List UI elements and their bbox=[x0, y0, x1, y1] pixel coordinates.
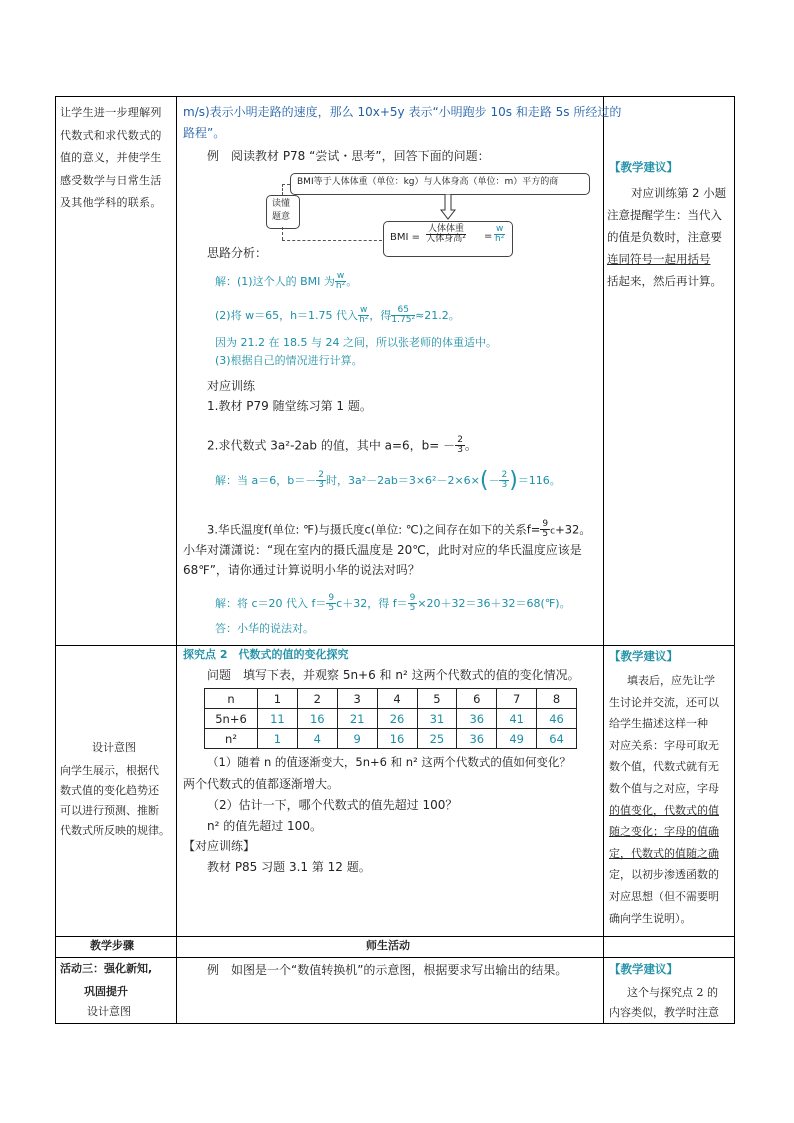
sol1-prefix: 解：(1)这个人的 BMI 为 bbox=[215, 274, 335, 288]
main-line-2: 路程”。 bbox=[183, 126, 226, 140]
practice-3-line-2: 小华对潇潇说：“现在室内的摄氏温度是 20℃，此时对应的华氏温度应该是 bbox=[183, 543, 582, 557]
tip-2-line: 数个值，代数式就有无 bbox=[609, 760, 719, 774]
table-cell: 49 bbox=[497, 729, 537, 749]
diagram-top-text: BMI等于人体体重（单位：kg）与人体身高（单位：m）平方的商 bbox=[297, 177, 559, 187]
ans2-prefix: 解：当 a＝6，b＝－ bbox=[215, 473, 317, 487]
tip-2-body bbox=[609, 670, 733, 929]
tip-3-line: 内容类似，教学时注意 bbox=[609, 1006, 719, 1019]
sol2-frac bbox=[358, 306, 369, 326]
tip-2-line: 的值变化，代数式的值 bbox=[609, 803, 719, 817]
left-intro-line: 代数式和求代数式的 bbox=[60, 128, 162, 142]
ans2-inner: － bbox=[488, 473, 500, 487]
solution-2 bbox=[215, 306, 460, 326]
tip-2-title: 【教学建议】 bbox=[609, 649, 678, 663]
sol2-den: h² bbox=[359, 315, 369, 326]
formula-wh bbox=[494, 225, 505, 245]
tip-3-line: 这个与探究点 2 的 bbox=[627, 986, 718, 999]
left-intro-line: 及其他学科的联系。 bbox=[60, 196, 162, 209]
sol2-num2: 65 bbox=[391, 306, 415, 316]
diagram-dash-top bbox=[282, 184, 290, 185]
activity-title-2: 巩固提升 bbox=[84, 985, 128, 998]
sol2-suffix: ≈21.2。 bbox=[415, 308, 460, 322]
practice-1: 1.教材 P79 随堂练习第 1 题。 bbox=[207, 399, 372, 413]
tip-2-line: 确向学生说明）。 bbox=[609, 911, 692, 925]
row-label-n: n bbox=[205, 689, 258, 709]
ans3-num2: 9 bbox=[409, 593, 416, 603]
sol1-den: h² bbox=[335, 281, 346, 292]
table-cell: 2 bbox=[297, 689, 337, 709]
formula-den: 人体身高² bbox=[426, 234, 466, 245]
practice-3-line-3: 68℉”，请你通过计算说明小华的说法对吗？ bbox=[183, 563, 420, 577]
solution-3: 因为 21.2 在 18.5 与 24 之间，所以张老师的体重适中。 bbox=[215, 336, 497, 349]
tip-2-line: 对应思想（但不需要明 bbox=[609, 889, 719, 903]
ans2-den: 3 bbox=[318, 480, 324, 491]
table-cell: 64 bbox=[537, 729, 577, 749]
step-header: 教学步骤 bbox=[90, 939, 134, 952]
diagram-formula-box bbox=[383, 221, 513, 257]
ans2-num2: 2 bbox=[501, 469, 508, 480]
table-row bbox=[205, 729, 577, 749]
think-label: 思路分析： bbox=[207, 246, 268, 260]
tip-1-line: 括起来，然后再计算。 bbox=[607, 274, 722, 288]
ans3-num: 9 bbox=[328, 593, 335, 603]
answer-q2: n² 的值先超过 100。 bbox=[207, 819, 322, 833]
answer-3-line-2: 答：小华的说法对。 bbox=[215, 622, 314, 635]
left-intro-line: 让学生进一步理解列 bbox=[60, 106, 162, 119]
table-cell: 7 bbox=[497, 689, 537, 709]
table-cell: 16 bbox=[377, 729, 417, 749]
formula-left: BMI = bbox=[390, 232, 420, 243]
tip-1-body bbox=[607, 182, 733, 292]
table-cell: 6 bbox=[457, 689, 497, 709]
p3-c: c bbox=[550, 526, 556, 537]
table-cell: 31 bbox=[417, 709, 457, 729]
ans2-mid: 时，3a²－2ab＝3×6²－2×6× bbox=[325, 473, 480, 487]
formula-w: w bbox=[496, 224, 504, 234]
row-label-5n6: 5n+6 bbox=[205, 709, 258, 729]
row-label-n2: n² bbox=[205, 729, 258, 749]
diagram-side-text-2: 题意 bbox=[272, 212, 291, 222]
practice-2 bbox=[207, 436, 477, 456]
row-divider-2 bbox=[55, 936, 735, 937]
sol1-frac bbox=[335, 272, 346, 292]
table-cell: 36 bbox=[457, 729, 497, 749]
left-intro-line: 值的意义，并使学生 bbox=[60, 151, 162, 164]
answer-q1: 两个代数式的值都逐渐增大。 bbox=[183, 777, 340, 791]
ans3-frac-2 bbox=[408, 594, 418, 614]
p3-num: 9 bbox=[542, 519, 549, 529]
table-cell: 8 bbox=[537, 689, 577, 709]
table-cell: 25 bbox=[417, 729, 457, 749]
p2-suffix: 。 bbox=[464, 438, 477, 453]
table-cell: 3 bbox=[337, 689, 377, 709]
tip-2-line: 数个值与之对应，字母 bbox=[609, 781, 719, 795]
question-1: （1）随着 n 的值逐渐变大，5n+6 和 n² 这两个代数式的值如何变化？ bbox=[207, 755, 571, 769]
value-table bbox=[204, 688, 577, 749]
table-cell: 36 bbox=[457, 709, 497, 729]
tip-3-title: 【教学建议】 bbox=[609, 962, 678, 976]
border-left bbox=[55, 96, 56, 1024]
design-line: 数式值的变化趋势还 bbox=[60, 784, 159, 797]
tip-2-line: 填表后，应先让学 bbox=[627, 674, 715, 687]
ans3-suffix: ×20＋32＝36＋32＝68(℉)。 bbox=[417, 596, 571, 610]
diagram-dash-up bbox=[282, 184, 283, 195]
tip-2-line: 随之变化；字母的值确 bbox=[609, 825, 719, 839]
table-cell: 26 bbox=[377, 709, 417, 729]
table-cell: 1 bbox=[258, 689, 298, 709]
p3-frac bbox=[540, 520, 550, 540]
p2-frac bbox=[455, 436, 465, 456]
question-2: （2）估计一下，哪个代数式的值先超过 100？ bbox=[207, 798, 458, 812]
border-bottom bbox=[55, 1023, 735, 1024]
sol1-suffix: 。 bbox=[346, 274, 358, 288]
p2-num: 2 bbox=[457, 435, 463, 445]
tip-1-line: 注意提醒学生：当代入 bbox=[607, 208, 722, 222]
p3-prefix: 3.华氏温度f(单位: ℉)与摄氏度c(单位: ℃)之间存在如下的关系f= bbox=[207, 522, 541, 537]
table-cell: 11 bbox=[258, 709, 298, 729]
table-cell: 1 bbox=[258, 729, 298, 749]
design-line: 代数式所反映的规律。 bbox=[60, 824, 170, 837]
diagram-side-text-1: 读懂 bbox=[272, 199, 291, 209]
table-row bbox=[205, 689, 577, 709]
ans2-frac bbox=[316, 471, 326, 491]
practice-3 bbox=[207, 520, 591, 540]
sol2-den2: 1.75² bbox=[391, 315, 416, 326]
sol2-frac-2 bbox=[391, 306, 415, 326]
ans2-frac-2 bbox=[499, 471, 509, 491]
left-paren: ( bbox=[479, 468, 489, 493]
formula-h: h² bbox=[495, 234, 505, 245]
tip-2-line: 定，代数式的值随之确 bbox=[609, 846, 719, 860]
ans2-den2: 3 bbox=[501, 480, 508, 491]
formula-eq: = bbox=[484, 231, 493, 242]
col-divider-1 bbox=[176, 96, 177, 1024]
main-line-1-text: m/s)表示小明走路的速度，那么 10x+5y 表示“小明跑步 10s 和走路 5s 所经过的 bbox=[183, 105, 622, 119]
ans3-den: 5 bbox=[328, 603, 335, 614]
activity-header: 师生活动 bbox=[366, 939, 410, 952]
design-line: 可以进行预测、推断 bbox=[60, 804, 159, 817]
tip-2-line: 生讨论并交流，还可以 bbox=[609, 695, 719, 709]
border-right bbox=[734, 96, 735, 1024]
sol1-num: w bbox=[336, 271, 345, 281]
tip-2-line: 给学生描述这样一种 bbox=[609, 717, 708, 731]
example-2: 例 如图是一个“数值转换机”的示意图，根据要求写出输出的结果。 bbox=[207, 963, 568, 977]
row-divider-1 bbox=[55, 645, 735, 646]
table-cell: 4 bbox=[377, 689, 417, 709]
border-top bbox=[55, 96, 735, 97]
diagram-side-box bbox=[266, 195, 300, 229]
design-intent-body bbox=[60, 761, 174, 841]
table-cell: 4 bbox=[297, 729, 337, 749]
table-row bbox=[205, 709, 577, 729]
practice-2-item: 教材 P85 习题 3.1 第 12 题。 bbox=[207, 860, 371, 874]
table-cell: 21 bbox=[337, 709, 377, 729]
table-cell: 5 bbox=[417, 689, 457, 709]
table-cell: 9 bbox=[337, 729, 377, 749]
practice-2-title: 【对应训练】 bbox=[183, 839, 256, 853]
activity-design: 设计意图 bbox=[87, 1005, 131, 1018]
p2-prefix: 2.求代数式 3a²-2ab 的值，其中 a=6，b= bbox=[207, 438, 440, 453]
answer-3 bbox=[215, 594, 571, 614]
col-divider-2 bbox=[603, 96, 604, 1024]
ans3-den2: 5 bbox=[409, 603, 416, 614]
explore-2-title: 探究点 2 代数式的值的变化探究 bbox=[183, 648, 349, 661]
left-intro bbox=[60, 102, 174, 215]
design-line: 向学生展示，根据代 bbox=[60, 764, 159, 777]
tip-1-title: 【教学建议】 bbox=[609, 160, 678, 174]
row-divider-3 bbox=[55, 957, 735, 958]
left-intro-line: 感受数学与日常生活 bbox=[60, 173, 162, 187]
ans2-suffix: ＝116。 bbox=[517, 473, 561, 487]
design-intent-title: 设计意图 bbox=[92, 741, 136, 754]
p3-suffix: +32。 bbox=[555, 522, 591, 537]
sol2-num: w bbox=[360, 305, 368, 315]
formula-num: 人体体重 bbox=[428, 224, 465, 234]
p2-den: 3 bbox=[457, 445, 463, 456]
diagram-down-arrow-icon bbox=[440, 194, 456, 220]
table-cell: 41 bbox=[497, 709, 537, 729]
answer-2 bbox=[215, 466, 561, 496]
sol2-mid: ，得 bbox=[369, 308, 392, 322]
diagram-dash-bottom bbox=[282, 240, 382, 241]
sol2-prefix: (2)将 w＝65，h＝1.75 代入 bbox=[215, 308, 359, 322]
solution-1 bbox=[215, 272, 357, 292]
tip-1-line: 连同符号一起用括号 bbox=[607, 252, 711, 266]
ans3-mid: c＋32，得 f＝ bbox=[336, 596, 408, 610]
tip-2-line: 定，以初步渗透函数的 bbox=[609, 868, 719, 882]
activity-title-1: 活动三：强化新知, bbox=[60, 962, 153, 975]
diagram-dash-down bbox=[282, 227, 283, 240]
formula-fraction bbox=[426, 225, 466, 245]
question: 问题 填写下表，并观察 5n+6 和 n² 这两个代数式的值的变化情况。 bbox=[207, 668, 580, 682]
tip-3-body bbox=[609, 983, 733, 1023]
p2-minus: － bbox=[443, 438, 456, 453]
p3-den: 5 bbox=[542, 529, 549, 540]
ans2-num: 2 bbox=[318, 469, 324, 480]
ans3-prefix: 解：将 c＝20 代入 f＝ bbox=[215, 596, 327, 610]
right-paren: ) bbox=[509, 468, 518, 493]
example-bmi: 例 阅读教材 P78 “尝试・思考”，回答下面的问题： bbox=[207, 149, 490, 163]
solution-4: (3)根据自己的情况进行计算。 bbox=[215, 354, 363, 367]
diagram-top-box bbox=[290, 173, 590, 195]
table-cell: 46 bbox=[537, 709, 577, 729]
tip-1-line: 的值是负数时，注意要 bbox=[607, 230, 722, 244]
tip-1-line: 对应训练第 2 小题 bbox=[631, 186, 727, 200]
main-line-1 bbox=[183, 104, 621, 120]
ans3-frac bbox=[326, 594, 336, 614]
table-cell: 16 bbox=[297, 709, 337, 729]
tip-2-line: 对应关系：字母可取无 bbox=[609, 738, 719, 752]
practice-label: 对应训练 bbox=[207, 379, 256, 393]
